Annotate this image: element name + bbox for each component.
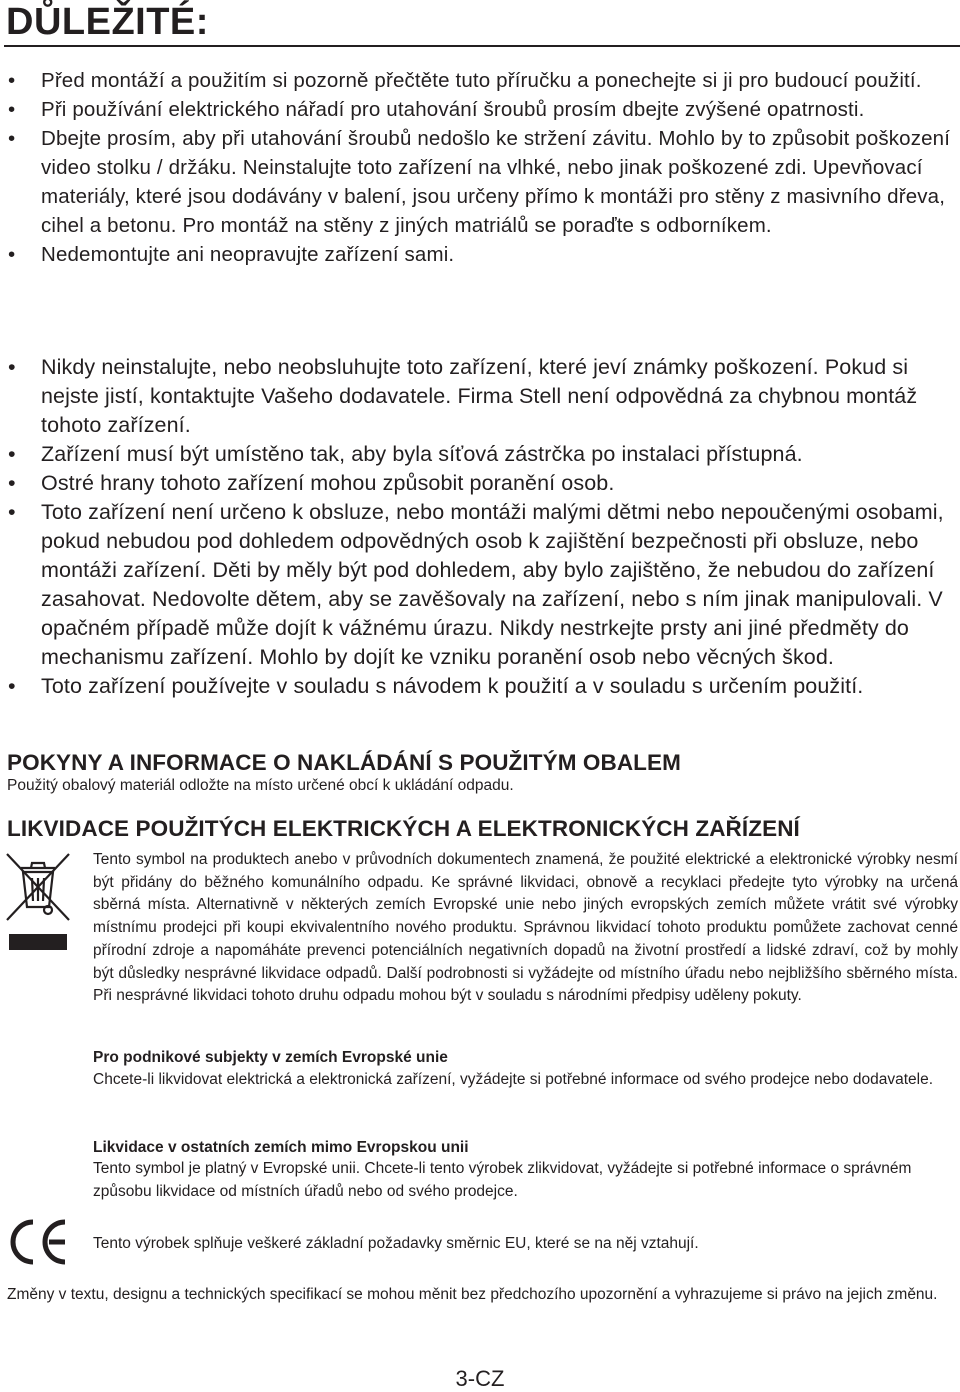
list-item-text: Toto zařízení používejte v souladu s návodem k použití a v souladu s určením použití. [41,674,864,698]
page-number: 3-CZ [455,1366,505,1391]
bullet-icon: • [8,69,16,92]
list-item [0,124,960,240]
packaging-text: Použitý obalový materiál odložte na místo určené obcí k ukládání odpadu. [7,777,514,794]
ce-mark-icon [5,1218,69,1266]
ce-text: Tento výrobek splňuje veškeré základní požadavky směrnic EU, které se na něj vztahují. [93,1235,699,1252]
important-list [0,66,960,269]
page-title: DŮLEŽITÉ: [6,1,209,43]
bullet-icon: • [8,243,16,266]
important-list-continued [0,353,960,701]
list-item [0,498,960,672]
list-item-text: Před montáží a použitím si pozorně přečtěte tuto příručku a ponechejte si ji pro budoucí použití. [41,69,922,92]
eu-business-text: Chcete-li likvidovat elektrická a elektronická zařízení, vyžádejte si potřebné informace od svého prodejce nebo dodavatele. [93,1071,934,1088]
bullet-icon: • [8,471,16,495]
list-item [0,672,960,701]
list-item-text: Dbejte prosím, aby při utahování šroubů nedošlo ke stržení závitu. Mohlo by to způsobit poškození video stolku / držáku. Neinstalujte toto zařízení na vlhké, nebo jinak poškozené zdi. Upevňovací materiály, které jsou dodávány v balení, jsou určeny přímo k montáži pro stěny z masivního dřeva, cihel a betonu. Pro montáž na stěny z jiných matriálů se poraďte s odborníkem. [41,127,951,237]
list-item-text: Nikdy neinstalujte, nebo neobsluhujte toto zařízení, které jeví známky poškození. Pokud si nejste jistí, kontaktujte Vašeho dodavatele. Firma Stell není odpovědná za chybnou montáž tohoto zařízení. [41,355,918,437]
list-item [0,353,960,440]
list-item-text: Při používání elektrického nářadí pro utahování šroubů prosím dbejte zvýšené opatrnosti. [41,98,865,121]
list-item-text: Nedemontujte ani neopravujte zařízení sami. [41,243,455,266]
changes-note: Změny v textu, designu a technických specifikací se mohou měnit bez předchozího upozornění a vyhrazujeme si právo na jejich změnu. [7,1286,938,1303]
bullet-icon: • [8,355,16,379]
outside-eu-text: Tento symbol je platný v Evropské unii. Chcete-li tento výrobek zlikvidovat, vyžádejte si potřebné informace o správném způsobu likvidace od místních úřadů nebo od svého prodejce. [93,1160,912,1200]
title-underline [4,45,960,47]
disposal-text: Tento symbol na produktech anebo v průvodních dokumentech znamená, že použité elektrické a elektronické výrobky nesmí být přidány do běžného komunálního odpadu. Ke správné likvidaci, obnově a recyklaci předejte tyto výrobky na určená sběrná místa. Alternativně v některých zemích Evropské unie nebo jiných evropských zemích můžete vrátit své výrobky místnímu prodejci při koupi ekvivalentního nového produktu. Správnou likvidací tohoto produktu pomůžete zachovat cenné přírodní zdroje a napomáháte prevenci potenciálních negativních dopadů na životní prostředí a lidské zdraví, což by mohly být důsledky nesprávné likvidace odpadů. Další podrobnosti si vyžádejte od místního úřadu nebo nejbližšího sběrného místa. Při nesprávné likvidaci tohoto druhu odpadu mohou být v souladu s národními předpisy uděleny pokuty. [93,851,958,1005]
disposal-heading: LIKVIDACE POUŽITÝCH ELEKTRICKÝCH A ELEKTRONICKÝCH ZAŘÍZENÍ [7,816,800,841]
list-item-text: Ostré hrany tohoto zařízení mohou způsobit poranění osob. [41,471,615,495]
list-item [0,95,960,124]
list-item [0,240,960,269]
list-item [0,66,960,95]
outside-eu-heading: Likvidace v ostatních zemích mimo Evropskou unii [93,1139,469,1156]
bullet-icon: • [8,674,16,698]
bullet-icon: • [8,98,16,121]
list-item [0,469,960,498]
bullet-icon: • [8,442,16,466]
bullet-icon: • [8,127,16,150]
bullet-icon: • [8,500,16,524]
packaging-heading: POKYNY A INFORMACE O NAKLÁDÁNÍ S POUŽITÝM OBALEM [7,750,681,775]
list-item [0,440,960,469]
list-item-text: Zařízení musí být umístěno tak, aby byla síťová zástrčka po instalaci přístupná. [41,442,803,466]
crossed-out-wheelie-bin-icon [5,852,71,952]
list-item-text: Toto zařízení není určeno k obsluze, nebo montáži malými dětmi nebo nepoučenými osobami, pokud nebudou pod dohledem odpovědných osob k zajištění bezpečnosti při obsluze, nebo montáži zařízení. Děti by měly být pod dohledem, aby bylo zajištěno, že nebudou do zařízení zasahovat. Nedovolte dětem, aby se zavěšovaly na zařízení, nebo s ním jinak manipulovali. V opačném případě může dojít k vážnému úrazu. Nikdy nestrkejte prsty ani jiné předměty do mechanismu zařízení. Mohlo by dojít ke vzniku poranění osob nebo věcných škod. [41,500,944,669]
eu-business-heading: Pro podnikové subjekty v zemích Evropské unie [93,1049,448,1066]
